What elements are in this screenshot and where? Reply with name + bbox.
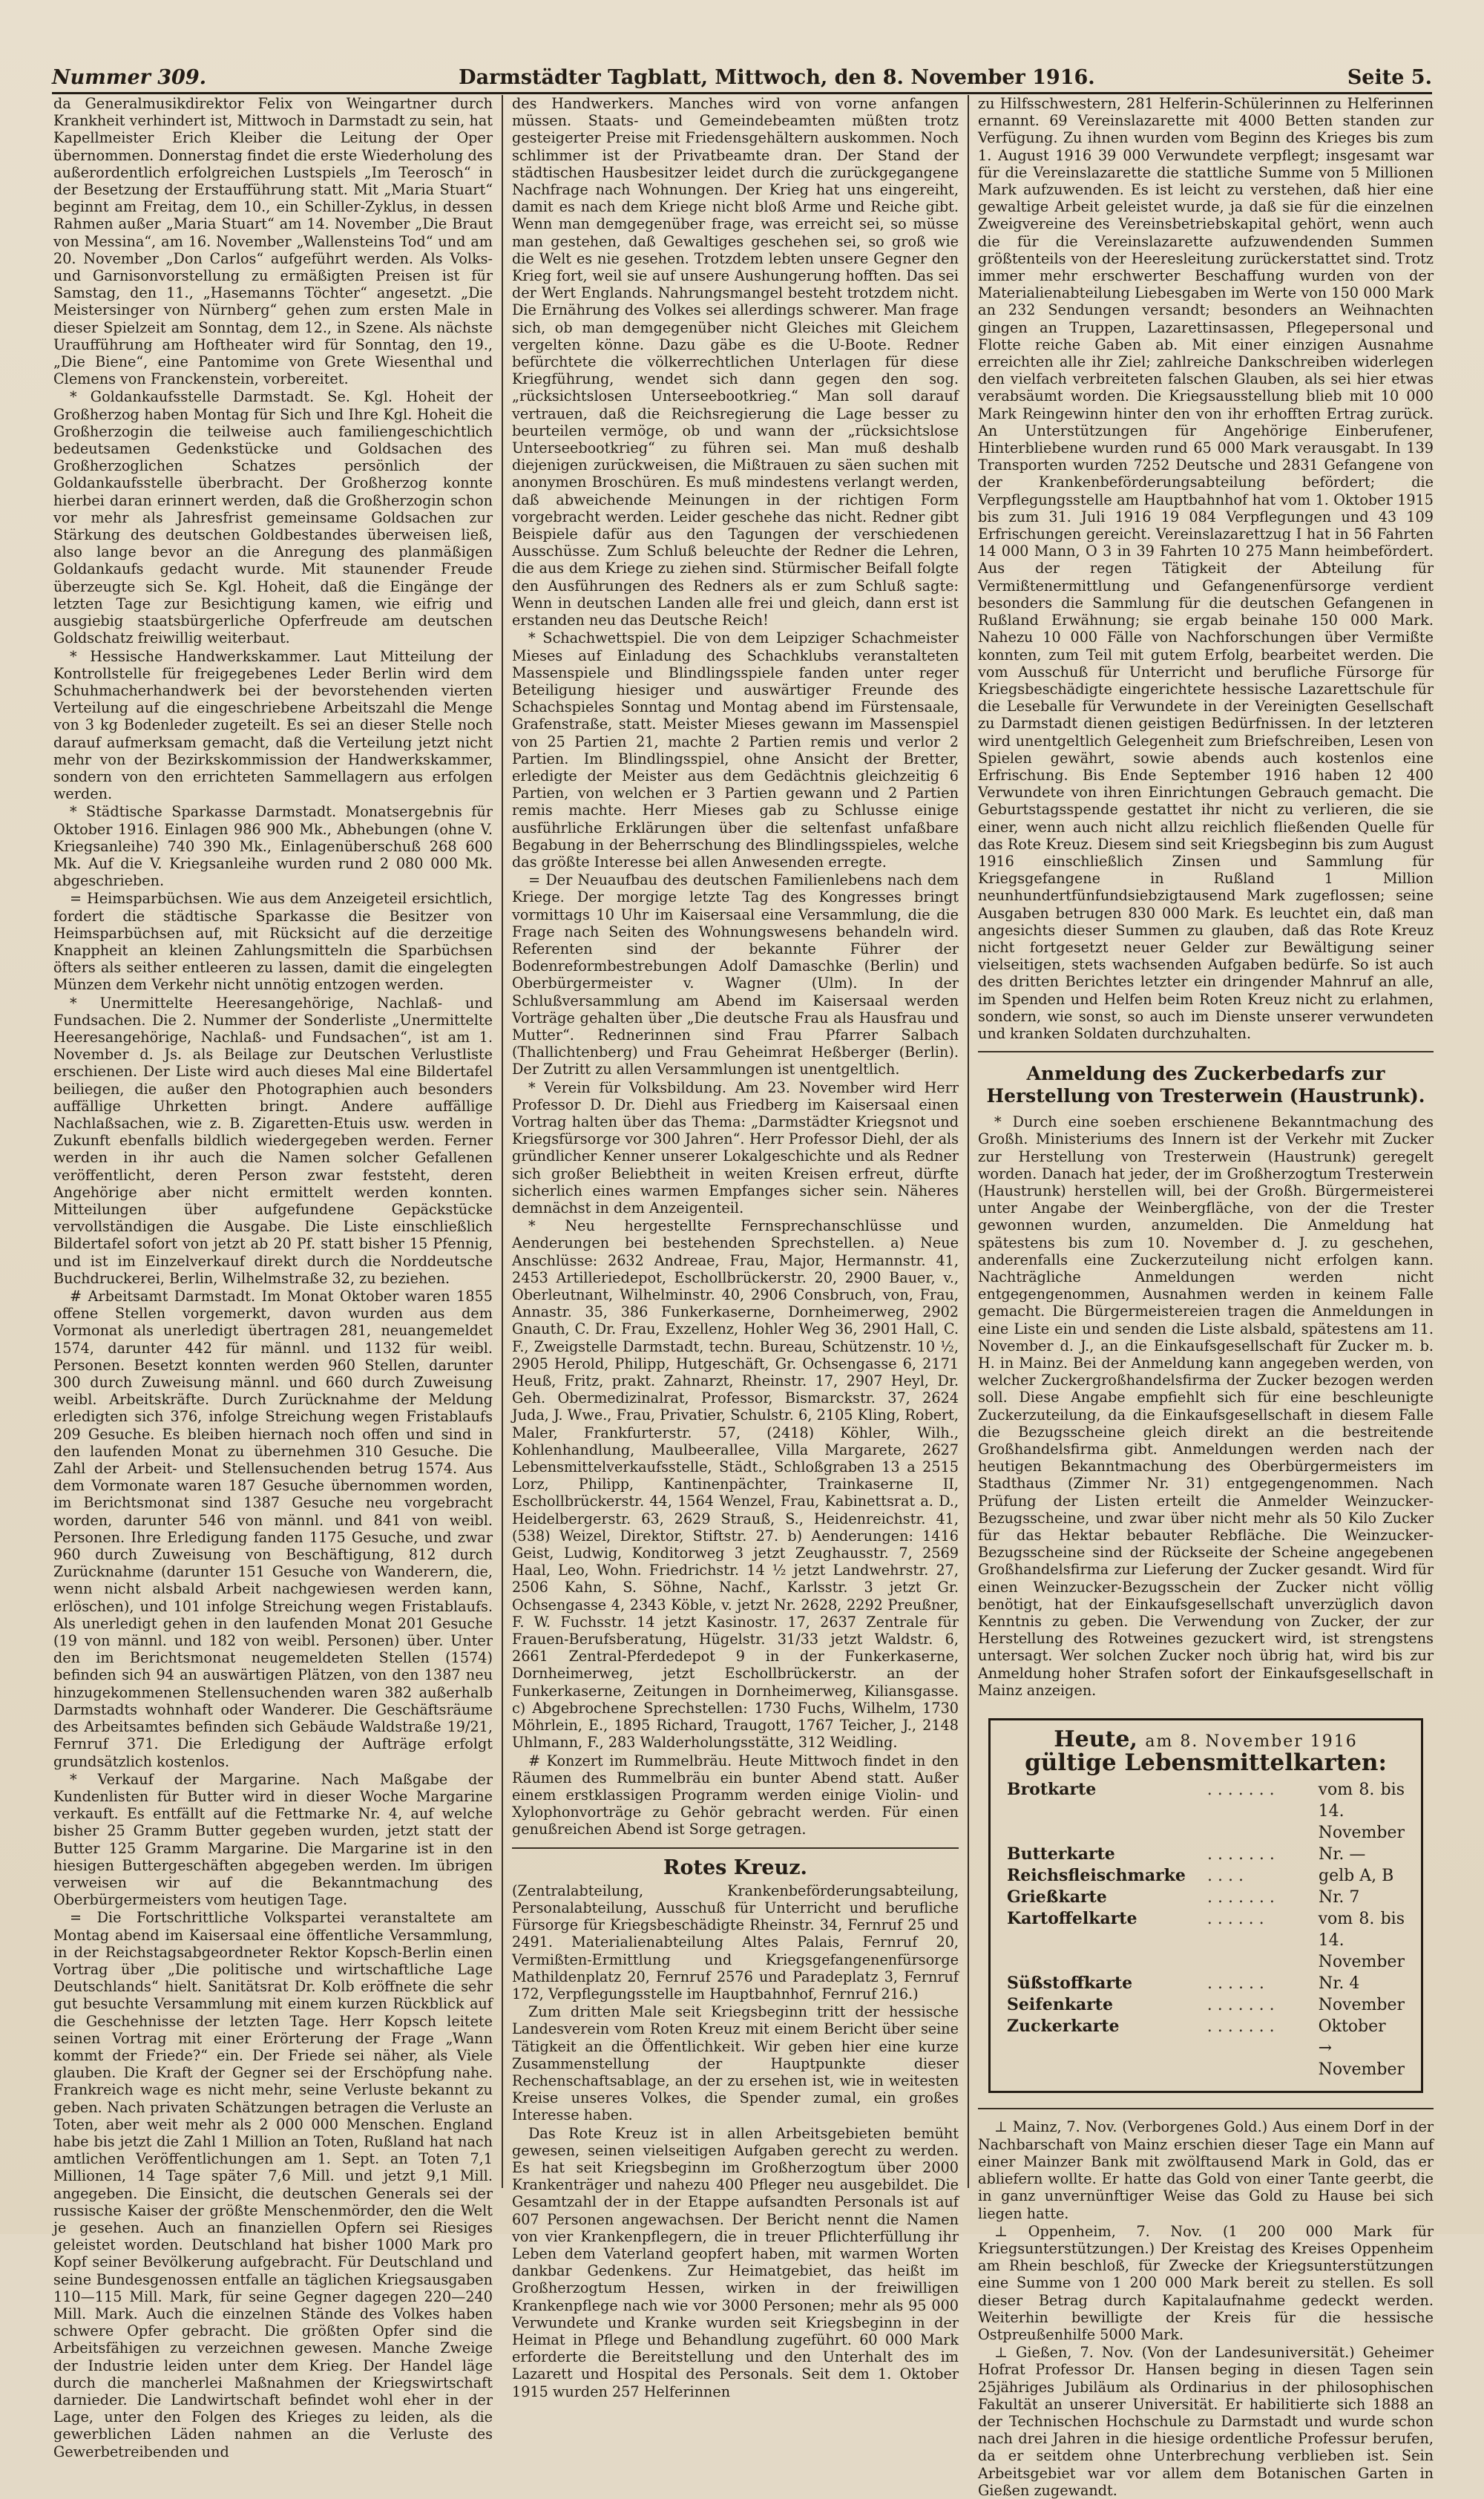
- column-1: [53, 95, 493, 2460]
- ration-row: [1007, 1973, 1405, 1994]
- section-divider: [978, 2108, 1434, 2109]
- ration-value: Oktober → November: [1318, 2017, 1405, 2080]
- ration-value: Nr. —: [1319, 1845, 1366, 1864]
- ration-label: Grießkarte: [1007, 1887, 1107, 1907]
- article: zu Hilfsschwestern, 281 Helferin-Schülerinnen zu Helferinnen ernannt. 69 Vereinslazarette mit 4000 Betten standen zur Verfügung. Zu ihnen wurden vom Beginn des Krieges bis zum 1. August 1916 39 000 Verwundete verpflegt; insgesamt war für die Vereinslazarette die stattliche Summe von 5 Millionen Mark aufzuwenden. Es ist leicht zu verstehen, daß hier eine gewaltige Arbeit geleistet wurde, ja daß sie für die einzelnen Zweigvereine des Vereinsbetriebskapital gehört, wenn auch die für die Vereinslazarette aufzuwendenden Summen größtenteils von der Heeresleitung zurückerstattet sind. Trotz immer mehr erschwerter Beschaffung wurden von der Materialienabteilung Liebesgaben im Werte von 150 000 Mark an 232 Sendungen versandt; besonders an Weihnachten gingen an Truppen, Lazarettinsassen, Pflegepersonal und Flotte reiche Gaben ab. Mit einer einzigen Ausnahme erreichten alle ihr Ziel; zahlreiche Dankschreiben widerlegen den vielfach verbreiteten falschen Glauben, als sei hier etwas verabsäumt worden. Die Kriegsausstellung blieb mit 10 000 Mark Reingewinn hinter den von ihr erhofften Ertrag zurück. An Unterstützungen für Angehörige Einberufener, Hinterbliebene wurden rund 65 000 Mark verausgabt. In 139 Transporten wurden 7252 Deutsche und 2831 Gefangene von der Krankenbeförderungsabteilung befördert; die Verpflegungsstelle am Hauptbahnhof hat vom 1. Oktober 1915 bis zum 31. Juli 1916 19 084 Verpflegungen und 43 109 Erfrischungen gereicht. Vereinslazarettzug I hat in 56 Fahrten 14 000 Mann, O 3 in 39 Fahrten 10 275 Mann heimbefördert. Aus der regen Tätigkeit der Abteilung für Vermißtenermittlung und Gefangenenfürsorge verdient besonders die Sammlung für die deutschen Gefangenen in Rußland Erwähnung; sie ergab beinahe 150 000 Mark. Nahezu 10 000 Fälle von Nachforschungen über Vermißte konnten, zum Teil mit gutem Erfolg, bearbeitet werden. Die vom Ausschuß für Unterricht und berufliche Fürsorge für Kriegsbeschädigte eingerichtete hessische Lazarettschule für die Leseballe für Verwundete in der Vereinigten Gesellschaft zu Darmstadt dienen geistigen Bedürfnissen. In der letzteren wird unentgeltlich Gelegenheit zum Briefschreiben, Lesen von Spielen gewährt, sowie abends auch kostenlos eine Erfrischung. Bis Ende September 1916 haben 12 400 Verwundete von ihren Einrichtungen Gebrauch gemacht. Die Geburtstagsspende gestattet ihr nicht zu verlieren, die sie einer, wenn auch nicht allzu reichlich fließenden Quelle für das Rote Kreuz. Diesem sind seit Kriegsbeginn bis zum August 1916 einschließlich Zinsen und Sammlung für Kriegsgefangene in Rußland 1 Million neunhundertfünfundsiebzigtausend Mark zugeflossen; seine Ausgaben betrugen 830 000 Mark. Es leuchtet ein, daß man angesichts dieser Summen zu glauben, daß das Rote Kreuz nicht fortgesetzt neuer Gelder zur Bewältigung seiner vielseitigen, stets wachsenden Aufgaben bedürfe. So ist auch des dritten Berichtes letzter ein dringender Mahnruf an alle, im Spenden und Helfen beim Roten Kreuz nicht zu erlahmen, sondern, wie sonst, so auch im Dienste unserer verwundeten und kranken Soldaten durchzuhalten.: [978, 95, 1434, 1042]
- ration-dots: . . . . . . .: [1206, 1781, 1275, 1800]
- article: (Zentralabteilung, Krankenbeförderungsabteilung, Personalabteilung, Ausschuß für Unterricht und berufliche Fürsorge für Kriegsbeschädigte Rheinstr. 34, Fernruf 25 und 2491. Materialienabteilung Altes Palais, Fernruf 20, Vermißten-Ermittlung und Kriegsgefangenenfürsorge Mathildenplatz 20, Fernruf 2576 und Paradeplatz 3, Fernruf 172, Verpflegungsstelle im Hauptbahnhof, Fernruf 216.): [512, 1881, 959, 2002]
- ration-label: Süßstoffkarte: [1007, 1974, 1133, 1994]
- article: * Durch eine soeben erschienene Bekanntmachung des Großh. Ministeriums des Innern ist der Verkehr mit Zucker zur Herstellung von Tresterwein (Haustrunk) geregelt worden. Danach hat jeder, der im Großherzogtum Tresterwein (Haustrunk) herstellen will, bei der Großh. Bürgermeisterei unter Angabe der Weinbergfläche, von der die Trester gewonnen wurden, anzumelden. Die Anmeldung hat spätestens bis zum 10. November d. J. zu geschehen, anderenfalls eine Zuckerzuteilung nicht erfolgen kann. Nachträgliche Anmeldungen werden nicht entgegengenommen, Ausnahmen werden in keinem Falle gemacht. Die Bürgermeistereien tragen die Anmeldungen in eine Liste ein und senden die Liste alsbald, spätestens am 11. November d. J., an die Einkaufsgesellschaft für Zucker m. b. H. in Mainz. Bei der Anmeldung kann angegeben werden, von welcher Zuckergroßhandelsfirma der Zucker bezogen werden soll. Diese Angabe empfiehlt sich für eine beschleunigte Zuckerzuteilung, da die Einkaufsgesellschaft in diesem Falle die Bezugsscheine gleich direkt an die bestreitende Großhandelsfirma gibt. Anmeldungen werden nach der heutigen Bekanntmachung des Oberbürgermeisters im Stadthaus (Zimmer Nr. 31) entgegengenommen. Nach Prüfung der Listen erteilt die Anmelder Weinzucker-Bezugsscheine, und zwar über nicht mehr als 50 Kilo Zucker für das Hektar bebauter Rebfläche. Die Weinzucker-Bezugsscheine sind der Rückseite der Scheine angegebenen Großhandelsfirma zur Lieferung der Zucker gesandt. Wird für einen Weinzucker-Bezugsschein der Zucker nicht völlig benötigt, hat der Einkaufsgesellschaft unverzüglich davon Kenntnis zu geben. Die Verwendung von Zucker, der zur Herstellung des Rotweines gezuckert wird, ist strengstens untersagt. Wer solchen Zucker noch übrig hat, wird bis zur Anmeldung hoher Strafen sofort der Einkaufsgesellschaft in Mainz anzeigen.: [978, 1113, 1434, 1699]
- masthead: [52, 59, 1432, 94]
- ration-row: [1007, 1779, 1405, 1844]
- section-divider: [978, 1051, 1434, 1052]
- article: Zum dritten Male seit Kriegsbeginn tritt der hessische Landesverein vom Roten Kreuz mit einem Bericht über seine Tätigkeit an die Öffentlichkeit. Wir geben hier eine kurze Zusammenstellung der Hauptpunkte dieser Rechenschaftsablage, an der zu ersehen ist, wie in weitesten Kreise unseres Volkes, die Spender zumal, ein großes Interesse haben.: [512, 2003, 959, 2124]
- ration-box-title: gültige Lebensmittelkarten:: [1025, 1749, 1387, 1777]
- section-heading-zuckerbedarf: Anmeldung des Zuckerbedarfs zur Herstellung von Tresterwein (Haustrunk).: [986, 1063, 1425, 1107]
- page-number: Seite 5.: [1347, 66, 1432, 89]
- ration-row: [1007, 1844, 1405, 1865]
- issue-number: Nummer 309.: [52, 66, 207, 89]
- article: = Der Neuaufbau des deutschen Familienlebens nach dem Kriege. Der morgige letzte Tag des Kongresses bringt vormittags 10 Uhr im Kaisersaal eine Versammlung, die die Frage nach Seiten des Wohnungswesens behandeln wird. Referenten sind der bekannte Führer der Bodenreformbestrebungen Adolf Damaschke (Berlin) und Oberbürgermeister v. Wagner (Ulm). In der Schlußversammlung am Abend im Kaisersaal werden Vorträge gehalten über „Die deutsche Frau als Hausfrau und Mutter“. Rednerinnen sind Frau Pfarrer Salbach (Thallichtenberg) und Frau Geheimrat Heßberger (Berlin). Der Zutritt zu allen Versammlungen ist unentgeltlich.: [512, 871, 959, 1078]
- section-divider: [512, 1847, 959, 1849]
- ration-row: [1007, 1994, 1405, 2016]
- article: ⊥ Oppenheim, 7. Nov. (1 200 000 Mark für Kriegsunterstützungen.) Der Kreistag des Kreises Oppenheim am Rhein beschloß, für Zwecke der Kriegsunterstützungen eine Summe von 1 200 000 Mark bereit zu stellen. Es soll dieser Betrag durch Kapitalaufnahme gedeckt werden. Weiterhin bewilligte der Kreis für die hessische Ostpreußenhilfe 5000 Mark.: [978, 2222, 1434, 2343]
- ration-box-date-line: [1007, 1726, 1405, 1753]
- ration-label: Seifenkarte: [1007, 1995, 1113, 2015]
- ration-box-today: Heute,: [1054, 1726, 1137, 1753]
- ration-row: [1007, 2016, 1405, 2080]
- ration-label: Brotkarte: [1007, 1780, 1097, 1800]
- ration-dots: . . . . . . .: [1207, 1845, 1275, 1864]
- article: des Handwerkers. Manches wird von vorne anfangen müssen. Staats- und Gemeindebeamten müßten trotz gesteigerter Preise mit Friedensgehältern auskommen. Noch schlimmer ist der Privatbeamte dran. Der Stand der städtischen Hausbesitzer leidet durch die zurückgegangene Nachfrage nach Wohnungen. Der Krieg hat uns eingereiht, damit es nach dem Kriege nicht bloß Arme und Reiche gibt. Wenn man demgegenüber frage, was erreicht sei, so müsse man gestehen, daß Gewaltiges geschehen sei, so groß wie die Welt es nie gesehen. Trotzdem lebten unsere Gegner den Krieg fort, weil sie auf unsere Aushungerung hofften. Das sei der Wert Englands. Nahrungsmangel besteht trotzdem nicht. Die Ernährung des Volkes sei allerdings schwerer. Man frage sich, ob man demgegenüber nicht Gleiches mit Gleichem vergelten könne. Dazu gäbe es die U-Boote. Redner befürchtete die völkerrechtlichen Unterlagen für diese Kriegführung, wendet sich dann gegen den sog. „rücksichtslosen Unterseebootkrieg.“ Man soll darauf vertrauen, daß die Reichsregierung die Lage besser zu beurteilen vermöge, ob und wann der „rücksichtslose Unterseebootkrieg“ zu führen sei. Man muß deshalb diejenigen zurückweisen, die Mißtrauen zu säen suchen mit anonymen Broschüren. Es muß mindestens verlangt werden, daß abweichende Meinungen in der richtigen Form vorgebracht werden. Leider geschehe das nicht. Redner gibt Beispiele dafür aus den Tagungen der verschiedenen Ausschüsse. Zum Schluß beleuchte der Redner die Lehren, die aus dem Kriege zu ziehen sind. Stürmischer Beifall folgte den Ausführungen des Redners als er zum Schluß sagte: Wenn in deutschen Landen alle frei und gleich, dann erst ist erstanden neu das Deutsche Reich!: [512, 95, 959, 629]
- ration-value: Nr. 4: [1319, 1974, 1360, 1994]
- column-rule: [968, 95, 969, 2188]
- column-3: [978, 95, 1434, 2499]
- article: * Verein für Volksbildung. Am 23. November wird Herr Professor D. Dr. Diehl aus Friedberg im Kaisersaal einen Vortrag halten über das Thema: „Darmstädter Kriegsnot und Kriegsfürsorge vor 300 Jahren“. Herr Professor Diehl, der als gründlicher Kenner unserer Lokalgeschichte und als Redner sich großer Beliebtheit in weiten Kreisen erfreut, dürfte sicherlich eines warmen Empfanges sicher sein. Näheres demnächst in dem Anzeigenteil.: [512, 1078, 959, 1216]
- ration-cards-box: [988, 1718, 1423, 2093]
- article: ⊥ Gießen, 7. Nov. (Von der Landesuniversität.) Geheimer Hofrat Professor Dr. Hansen beging in diesen Tagen sein 25jähriges Jubiläum als Ordinarius in der philosophischen Fakultät an unserer Universität. Er habilitierte sich 1888 an der Technischen Hochschule zu Darmstadt und wurde schon nach drei Jahren in die hiesige ordentliche Professur berufen, da er seitdem ohne Unterbrechung verblieben ist. Sein Arbeitsgebiet war vor allem dem Botanischen Garten in Gießen zugewandt.: [978, 2344, 1434, 2499]
- ration-value: vom 8. bis 14. November: [1318, 1781, 1405, 1843]
- article: * Städtische Sparkasse Darmstadt. Monatsergebnis für Oktober 1916. Einlagen 986 900 Mk., Abhebungen (ohne V. Kriegsanleihe) 740 390 Mk., Einlagenüberschuß 268 600 Mk. Auf die V. Kriegsanleihe wurden rund 2 080 000 Mk. abgeschrieben.: [53, 803, 493, 890]
- article: * Verkauf der Margarine. Nach Maßgabe der Kundenlisten für Butter wird in dieser Woche Margarine verkauft. Es entfällt auf die Fettmarke Nr. 4, auf welche bisher 25 Gramm Butter gegeben wurden, jetzt statt der Butter 125 Gramm Margarine. Die Margarine ist in den hiesigen Buttergeschäften abgegeben werden. Im übrigen verweisen wir auf die Bekanntmachung des Oberbürgermeisters vom heutigen Tage.: [53, 1770, 493, 1909]
- article: * Unermittelte Heeresangehörige, Nachlaß- und Fundsachen. Die 2. Nummer der Sonderliste „Unermittelte Heeresangehörige, Nachlaß- und Fundsachen“, ist am 1. November d. Js. als Beilage zur Deutschen Verlustliste erschienen. Der Liste wird auch dieses Mal eine Bildertafel beiliegen, die außer den Photographien auch besonders auffällige Uhrketten bringt. Andere auffällige Nachlaßsachen, wie z. B. Zigaretten-Etuis usw. werden in Zukunft ebenfalls bildlich wiedergegeben werden. Ferner werden in ihr auch die Namen solcher Gefallenen veröffentlicht, deren Person zwar feststeht, deren Angehörige aber nicht ermittelt werden konnten. Mitteilungen über aufgefundene Gepäckstücke vervollständigen die Ausgabe. Die Liste einschließlich Bildertafel sofort von jetzt ab 20 Pf. statt bisher 15 Pfennig, und ist im Einzelverkauf direkt durch die Norddeutsche Buchdruckerei, Berlin, Wilhelmstraße 32, zu beziehen.: [53, 994, 493, 1287]
- ration-label: Kartoffelkarte: [1007, 1909, 1137, 1929]
- column-rule: [502, 95, 503, 2188]
- ration-dots: . . . . . . .: [1207, 1888, 1275, 1907]
- ration-label: Butterkarte: [1007, 1844, 1115, 1864]
- article: da Generalmusikdirektor Felix von Weingartner durch Krankheit verhindert ist, Mittwoch in Darmstadt zu sein, hat Kapellmeister Erich Kleiber die Leitung der Oper übernommen. Donnerstag findet die erste Wiederholung des außerordentlich erfolgreichen Lustspiels „Im Teerosch“ in der Besetzung der Erstaufführung statt. Mit „Maria Stuart“ beginnt am Freitag, dem 10., ein Schiller-Zyklus, in dessen Rahmen außer „Maria Stuart“ am 14. November „Die Braut von Messina“, am 16. November „Wallensteins Tod“ und am 20. November „Don Carlos“ aufgeführt werden. Als Volks- und Garnisonvorstellung zu ermäßigten Preisen ist für Samstag, den 11., „Hasemanns Töchter“ angesetzt. „Die Meistersinger von Nürnberg“ gehen zum ersten Male in dieser Spielzeit am Sonntag, dem 12., in Szene. Als nächste Uraufführung am Hoftheater wird für Sonntag, den 19., „Die Biene“, eine Pantomime von Grete Wiesenthal und Clemens von Franckenstein, vorbereitet.: [53, 95, 493, 388]
- column-2: [512, 95, 959, 2400]
- ration-dots: . . . . . .: [1207, 1974, 1264, 1994]
- ration-row: [1007, 1908, 1405, 1973]
- article: * Neu hergestellte Fernsprechanschlüsse und Aenderungen bei bestehenden Sprechstellen. a) Neue Anschlüsse: 2632 Andreae, Frau, Major, Hermannstr. 41, 2453 Artilleriedepot, Eschollbrückerstr. 20, 2900 Bauer, v., Oberleutnant, Wilhelminstr. 40, 2906 Consbruch, von, Frau, Annastr. 35, 386 Funkerkaserne, Dornheimerweg, 2902 Gnauth, C. Dr. Frau, Exzellenz, Hohler Weg 36, 2901 Hall, C. F., Zweigstelle Darmstadt, techn. Bureau, Schützenstr. 10 ½, 2905 Herold, Philipp, Hutgeschäft, Gr. Ochsengasse 6, 2171 Heuß, Fritz, prakt. Zahnarzt, Rheinstr. 17, 2907 Heyl, Dr. Geh. Obermedizinalrat, Professor, Bismarckstr. 37, 2624 Juda, J. Wwe., Frau, Privatier, Schulstr. 6, 2105 Kling, Robert, Maler, Frankfurterstr. 57, (2418) Köhler, Wilh., Kohlenhandlung, Maulbeerallee, Villa Margarete, 2627 Lebensmittelverkaufsstelle, Städt., Schloßgraben 13 a 2515 Lorz, Philipp, Kantinenpächter, Trainkaserne II, Eschollbrückerstr. 44, 1564 Wenzel, Frau, Kabinettsrat a. D., Heidelbergerstr. 63, 2629 Strauß, S., Heidenreichstr. 41, (538) Weizel, Direktor, Stiftstr. 27. b) Aenderungen: 1416 Geist, Ludwig, Konditorweg 3 jetzt Zeughausstr. 7, 2569 Haal, Leo, Wohn. Friedrichstr. 14 ½ jetzt Landwehrstr. 27, 2506 Kahn, S. Söhne, Nachf., Karlsstr. 3 jetzt Gr. Ochsengasse 4, 2343 Köble, v. jetzt Nr. 2628, 2292 Preußner, F. W. Fuchsstr. 14 jetzt Kasinostr. 17, 2637 Zentrale für Frauen-Berufsberatung, Hügelstr. 31/33 jetzt Waldstr. 6, 2661 Zentral-Pferdedepot 9 in der Funkerkaserne, Dornheimerweg, jetzt Eschollbrückerstr. an der Funkerkaserne, Zeitungen in Dornheimerweg, Kiliansgasse. c) Abgebrochene Sprechstellen: 1730 Fuchs, Wilhelm, 1730 Möhrlein, E., 1895 Richard, Traugott, 1767 Teicher, J., 2148 Uhlmann, F., 283 Walderholungsstätte, 312 Weidling.: [512, 1217, 959, 1752]
- ration-value: Nr. 7: [1319, 1888, 1360, 1907]
- newspaper-title: Darmstädter Tagblatt, Mittwoch, den 8. November 1916.: [459, 66, 1095, 89]
- article: Das Rote Kreuz ist in allen Arbeitsgebieten bemüht gewesen, seinen vielseitigen Aufgaben gerecht zu werden. Es hat seit Kriegsbeginn im Großherzogtum über 2000 Krankenträger und nahezu 400 Pfleger neu ausgebildet. Die Gesamtzahl der in der Etappe aufsandten Personals ist auf 607 Personen angewachsen. Der Bericht nennt die Namen von vier Krankenpflegern, die in treuer Pflichterfüllung ihr Leben dem Vaterland geopfert haben, mit warmen Worten dankbar Gedenkens. Zur Heimatgebiet, das heißt im Großherzogtum Hessen, wirken in der freiwilligen Krankenpflege nach wie vor 3000 Personen; mehr als 95 000 Verwundete und Kranke wurden seit Kriegsbeginn in der Heimat in Pflege und Behandlung zugeführt. 60 000 Mark erforderte die Bereitstellung und den Unterhalt des im Lazarett und Hospital des Personals. Seit dem 1. Oktober 1915 wurden 257 Helferinnen: [512, 2124, 959, 2400]
- article: * Goldankaufsstelle Darmstadt. Se. Kgl. Hoheit der Großherzog haben Montag für Sich und Ihre Kgl. Hoheit die Großherzogin die teilweise auch familiengeschichtlich bedeutsamen Gedenkstücke und Goldsachen des Großherzoglichen Schatzes persönlich der Goldankaufsstelle überbracht. Der Großherzog konnte hierbei daran erinnert werden, daß die Großherzogin schon vor mehr als Jahresfrist gemeinsame Goldsachen zur Stärkung des deutschen Goldbestandes überweisen ließ, also lange bevor an die Anregung des planmäßigen Goldankaufs gedacht wurde. Mit staunender Freude überzeugte sich Se. Kgl. Hoheit, daß die Eingänge der letzten Tage zur Besichtigung kamen, wie eifrig und ausgiebig staatsbürgerliche Opferfreude am deutschen Goldschatz freiwillig weiterbaut.: [53, 388, 493, 647]
- article: # Konzert im Rummelbräu. Heute Mittwoch findet in den Räumen des Rummelbräu ein bunter Abend statt. Außer einem erstklassigen Programm werden einige Violin- und Xylophonvorträge zu Gehör gebracht werden. Für einen genußreichen Abend ist Sorge getragen.: [512, 1752, 959, 1838]
- ration-row: [1007, 1865, 1405, 1887]
- ration-row: [1007, 1887, 1405, 1908]
- ration-dots: . . . . . .: [1206, 1910, 1264, 1929]
- article: * Schachwettspiel. Die von dem Leipziger Schachmeister Mieses auf Einladung des Schachklubs veranstalteten Massenspiele und Blindlingsspiele fanden unter reger Beteiligung hiesiger und auswärtiger Freunde des Schachspieles Sonntag und Montag abend im Fürstensaale, Grafenstraße, statt. Meister Mieses gewann im Massenspiel von 25 Partien 21, machte 2 Partien remis und verlor 2 Partien. Im Blindlingsspiel, ohne Ansicht der Bretter, erledigte der Meister aus dem Gedächtnis gleichzeitig 6 Partien, von welchen er 3 Partien gewann und 2 Partien remis machte. Herr Mieses gab zu Schlusse einige ausführliche Erklärungen über die seltenfast unfaßbare Begabung in der Beherrschung des Blindlingsspieles, welche das größte Interesse bei allen Anwesenden erregte.: [512, 629, 959, 871]
- article: = Heimsparbüchsen. Wie aus dem Anzeigeteil ersichtlich, fordert die städtische Sparkasse die Besitzer von Heimsparbüchsen auf, mit Rücksicht auf die derzeitige Knappheit an kleinen Zahlungsmitteln die Sparbüchsen öfters als seither entleeren zu lassen, damit die eingelegten Münzen dem Verkehr nicht unnötig entzogen werden.: [53, 890, 493, 994]
- article: * Hessische Handwerkskammer. Laut Mitteilung der Kontrollstelle für freigegebenes Leder Berlin wird dem Schuhmacherhandwerk bei der bevorstehenden vierten Verteilung auf die eingeschriebene Arbeitszahl die Menge von 3 kg Bodenleder zugeteilt. Es sei an dieser Stelle noch darauf aufmerksam gemacht, daß die Verteilung jetzt nicht mehr von der Bezirkskommission der Handwerkskammer, sondern von den errichteten Sammellagern aus erfolgen werden.: [53, 647, 493, 803]
- ration-value: gelb A, B: [1319, 1867, 1394, 1886]
- ration-dots: . . . .: [1207, 1867, 1244, 1886]
- ration-value: vom 8. bis 14. November: [1318, 1910, 1405, 1972]
- ration-dots: . . . . . . .: [1206, 2017, 1275, 2037]
- ration-value: November: [1318, 1996, 1405, 2015]
- ration-box-date: am 8. November 1916: [1145, 1732, 1358, 1752]
- ration-label: Reichsfleischmarke: [1007, 1866, 1186, 1886]
- ration-dots: . . . . . . .: [1206, 1996, 1275, 2015]
- article: # Arbeitsamt Darmstadt. Im Monat Oktober waren 1855 offene Stellen vorgemerkt, davon wurden aus dem Vormonat als unerledigt übertragen 281, neuangemeldet 1574, darunter 442 für männl. und 1132 für weibl. Personen. Besetzt konnten werden 960 Stellen, darunter 300 durch Zuweisung männl. und 660 durch Zuweisung weibl. Arbeitskräfte. Durch Zurücknahme der Meldung erledigten sich 376, infolge Streichung wegen Fristablaufs 209 Gesuche. Es bleiben hiernach noch offen und sind in den laufenden Monat zu übernehmen 310 Gesuche. Die Zahl der Arbeit- und Stellensuchenden betrug 1574. Aus dem Vormonate waren 187 Gesuche übernommen worden, im Berichtsmonat sind 1387 Gesuche neu vorgebracht worden, darunter 546 von männl. und 841 von weibl. Personen. Ihre Erledigung fanden 1175 Gesuche, und zwar 960 durch Zuweisung von Beschäftigung, 812 durch Zurücknahme (darunter 151 Gesuche von Wanderern, die, wenn nicht alsbald Arbeit nachgewiesen werden kann, erlöschen), und 101 infolge Streichung wegen Fristablaufs. Als unerledigt gehen in den laufenden Monat 201 Gesuche (19 von männl. und 182 von weibl. Personen) über. Unter den im Berichtsmonat neugemeldeten Stellen (1574) befinden sich 94 an auswärtigen Plätzen, von den 1387 neu hinzugekommenen Stellensuchenden waren 382 außerhalb Darmstadts wohnhaft oder Wanderer. Die Geschäftsräume des Arbeitsamtes befinden sich Gebäude Waldstraße 19/21, Fernruf 371. Die Erledigung der Aufträge erfolgt grundsätzlich kostenlos.: [53, 1288, 493, 1770]
- ration-label: Zuckerkarte: [1007, 2017, 1120, 2037]
- section-heading-rotes-kreuz: Rotes Kreuz.: [663, 1856, 807, 1879]
- article: = Die Fortschrittliche Volkspartei veranstaltete am Montag abend im Kaisersaal eine öffentliche Versammlung, in der Reichstagsabgeordneter Rektor Kopsch-Berlin einen Vortrag über „Die politische und wirtschaftliche Lage Deutschlands“ hielt. Sanitätsrat Dr. Kolb eröffnete die sehr gut besuchte Versammlung mit einem kurzen Rückblick auf die Geschehnisse der letzten Tage. Herr Kopsch leitete seinen Vortrag mit einer Erörterung der Frage „Wann kommt der Friede?“ ein. Der Friede sei näher, als Viele glauben. Die Kraft der Gegner sei der Erschöpfung nahe. Frankreich wage es nicht mehr, seine Verluste bekannt zu geben. Nach privaten Schätzungen betragen die Verluste an Toten, aber weit mehr als 2 000 000 Menschen. England habe bis jetzt die Zahl 1 Million an Toten, Rußland hat nach amtlichen Veröffentlichungen am 1. Sept. an Toten 7,1 Millionen, 14 Tage später 7,6 Mill. und jetzt 9,1 Mill. angegeben. Die Einsicht, die deutschen Generals sei der russische Kaiser der größte Menschenmörder, den die Welt je gesehen. Auch an finanziellen Opfern sei Riesiges geleistet worden. Deutschland hat bisher 1000 Mark pro Kopf seiner Bevölkerung aufgebracht. Für Deutschland und seine Bundesgenossen entfalle an täglichen Kriegsausgaben 110—115 Mill. Mark, für seine Gegner dagegen 220—240 Mill. Mark. Auch die einzelnen Stände des Volkes haben schwere Opfer gebracht. Die größten Opfer sind die Arbeitsfähigen zu verzeichnen gewesen. Manche Zweige der Industrie leiden unter dem Krieg. Der Handel läge durch die mancherlei Maßnahmen der Kriegswirtschaft darnieder. Die Landwirtschaft befindet wohl eher in der Lage, unter den Folgen des Krieges zu leiden, als die gewerblichen Läden nahmen an die Verluste des Gewerbetreibenden und: [53, 1909, 493, 2460]
- article: ⊥ Mainz, 7. Nov. (Verborgenes Gold.) Aus einem Dorf in der Nachbarschaft von Mainz erschien dieser Tage ein Mann auf einer Mainzer Bank mit zwölftausend Mark in Gold, das er abliefern wollte. Er hatte das Gold von einer Tante geerbt, die in ganz unvernünftiger Weise das Gold zu Hause bei sich liegen hatte.: [978, 2118, 1434, 2222]
